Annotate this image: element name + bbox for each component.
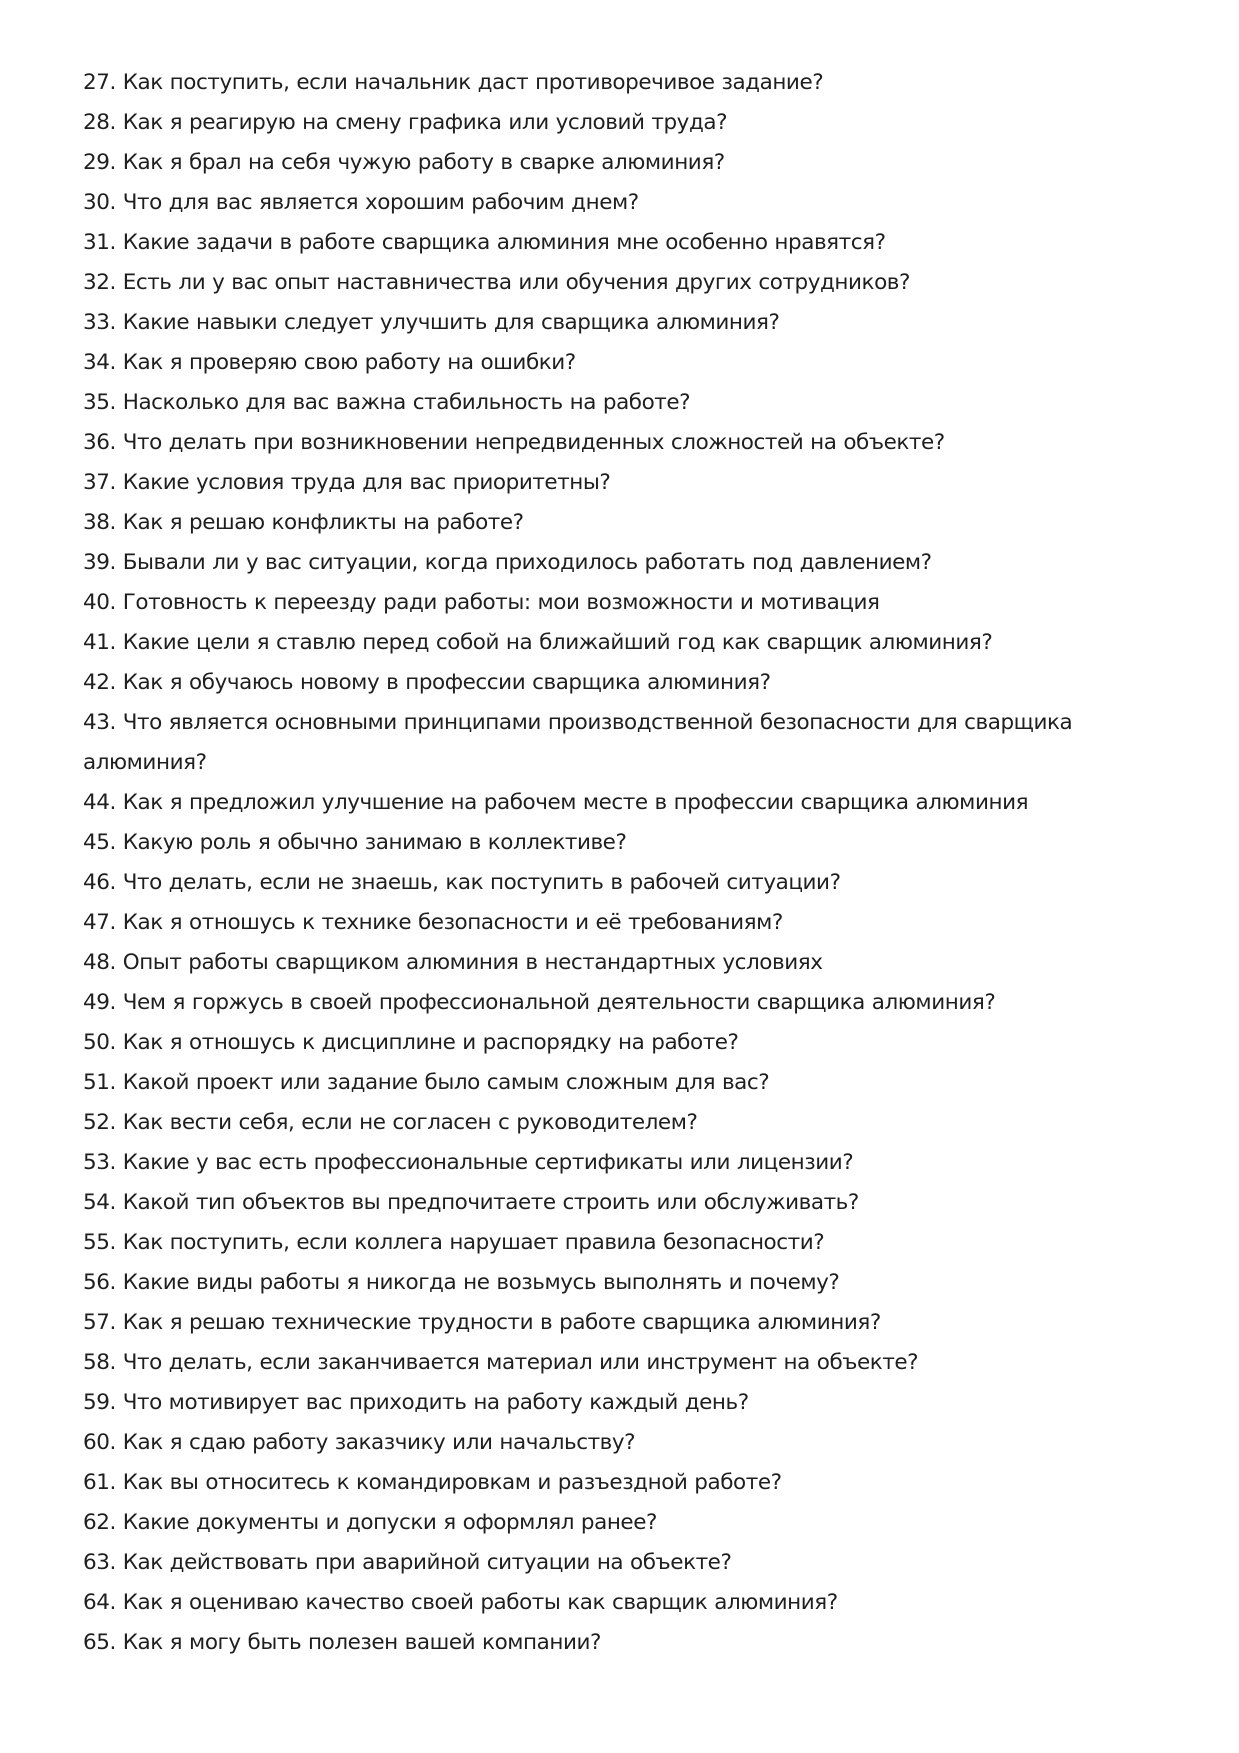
list-item: 55. Как поступить, если коллега нарушает правила безопасности? bbox=[83, 1230, 825, 1255]
list-item: 33. Какие навыки следует улучшить для сварщика алюминия? bbox=[83, 310, 780, 335]
list-item: 57. Как я решаю технические трудности в работе сварщика алюминия? bbox=[83, 1310, 881, 1335]
list-item: 65. Как я могу быть полезен вашей компании? bbox=[83, 1630, 601, 1655]
list-item: 59. Что мотивирует вас приходить на работу каждый день? bbox=[83, 1390, 749, 1415]
question-list bbox=[83, 63, 1163, 1663]
list-item: 28. Как я реагирую на смену графика или условий труда? bbox=[83, 110, 728, 135]
list-item: 32. Есть ли у вас опыт наставничества или обучения других сотрудников? bbox=[83, 270, 910, 295]
list-item: 40. Готовность к переезду ради работы: мои возможности и мотивация bbox=[83, 590, 880, 615]
list-item: 61. Как вы относитесь к командировкам и разъездной работе? bbox=[83, 1470, 782, 1495]
list-item: 35. Насколько для вас важна стабильность на работе? bbox=[83, 390, 691, 415]
list-item: 30. Что для вас является хорошим рабочим днем? bbox=[83, 190, 639, 215]
list-item: 52. Как вести себя, если не согласен с руководителем? bbox=[83, 1110, 698, 1135]
list-item: 53. Какие у вас есть профессиональные сертификаты или лицензии? bbox=[83, 1150, 854, 1175]
list-item: 48. Опыт работы сварщиком алюминия в нестандартных условиях bbox=[83, 950, 823, 975]
list-item: 63. Как действовать при аварийной ситуации на объекте? bbox=[83, 1550, 732, 1575]
list-item: 64. Как я оцениваю качество своей работы как сварщик алюминия? bbox=[83, 1590, 838, 1615]
list-item: 60. Как я сдаю работу заказчику или начальству? bbox=[83, 1430, 636, 1455]
list-item: 50. Как я отношусь к дисциплине и распорядку на работе? bbox=[83, 1030, 739, 1055]
list-item: 62. Какие документы и допуски я оформлял ранее? bbox=[83, 1510, 657, 1535]
list-item: 51. Какой проект или задание было самым сложным для вас? bbox=[83, 1070, 770, 1095]
list-item: 34. Как я проверяю свою работу на ошибки? bbox=[83, 350, 576, 375]
list-item: 37. Какие условия труда для вас приоритетны? bbox=[83, 470, 611, 495]
list-item: 29. Как я брал на себя чужую работу в сварке алюминия? bbox=[83, 150, 725, 175]
list-item: 27. Как поступить, если начальник даст противоречивое задание? bbox=[83, 70, 824, 95]
list-item: 42. Как я обучаюсь новому в профессии сварщика алюминия? bbox=[83, 670, 771, 695]
list-item: 46. Что делать, если не знаешь, как поступить в рабочей ситуации? bbox=[83, 870, 841, 895]
list-item: 49. Чем я горжусь в своей профессиональной деятельности сварщика алюминия? bbox=[83, 990, 996, 1015]
list-item: 43. Что является основными принципами производственной безопасности для сварщика алюминия? bbox=[83, 710, 1073, 775]
list-item: 58. Что делать, если заканчивается материал или инструмент на объекте? bbox=[83, 1350, 919, 1375]
list-item: 38. Как я решаю конфликты на работе? bbox=[83, 510, 524, 535]
list-item: 36. Что делать при возникновении непредвиденных сложностей на объекте? bbox=[83, 430, 945, 455]
list-item: 39. Бывали ли у вас ситуации, когда приходилось работать под давлением? bbox=[83, 550, 932, 575]
list-item: 45. Какую роль я обычно занимаю в коллективе? bbox=[83, 830, 627, 855]
list-item: 41. Какие цели я ставлю перед собой на ближайший год как сварщик алюминия? bbox=[83, 630, 993, 655]
list-item: 31. Какие задачи в работе сварщика алюминия мне особенно нравятся? bbox=[83, 230, 886, 255]
list-item: 56. Какие виды работы я никогда не возьмусь выполнять и почему? bbox=[83, 1270, 840, 1295]
list-item: 47. Как я отношусь к технике безопасности и её требованиям? bbox=[83, 910, 783, 935]
list-item: 44. Как я предложил улучшение на рабочем месте в профессии сварщика алюминия bbox=[83, 790, 1029, 815]
list-item: 54. Какой тип объектов вы предпочитаете строить или обслуживать? bbox=[83, 1190, 859, 1215]
